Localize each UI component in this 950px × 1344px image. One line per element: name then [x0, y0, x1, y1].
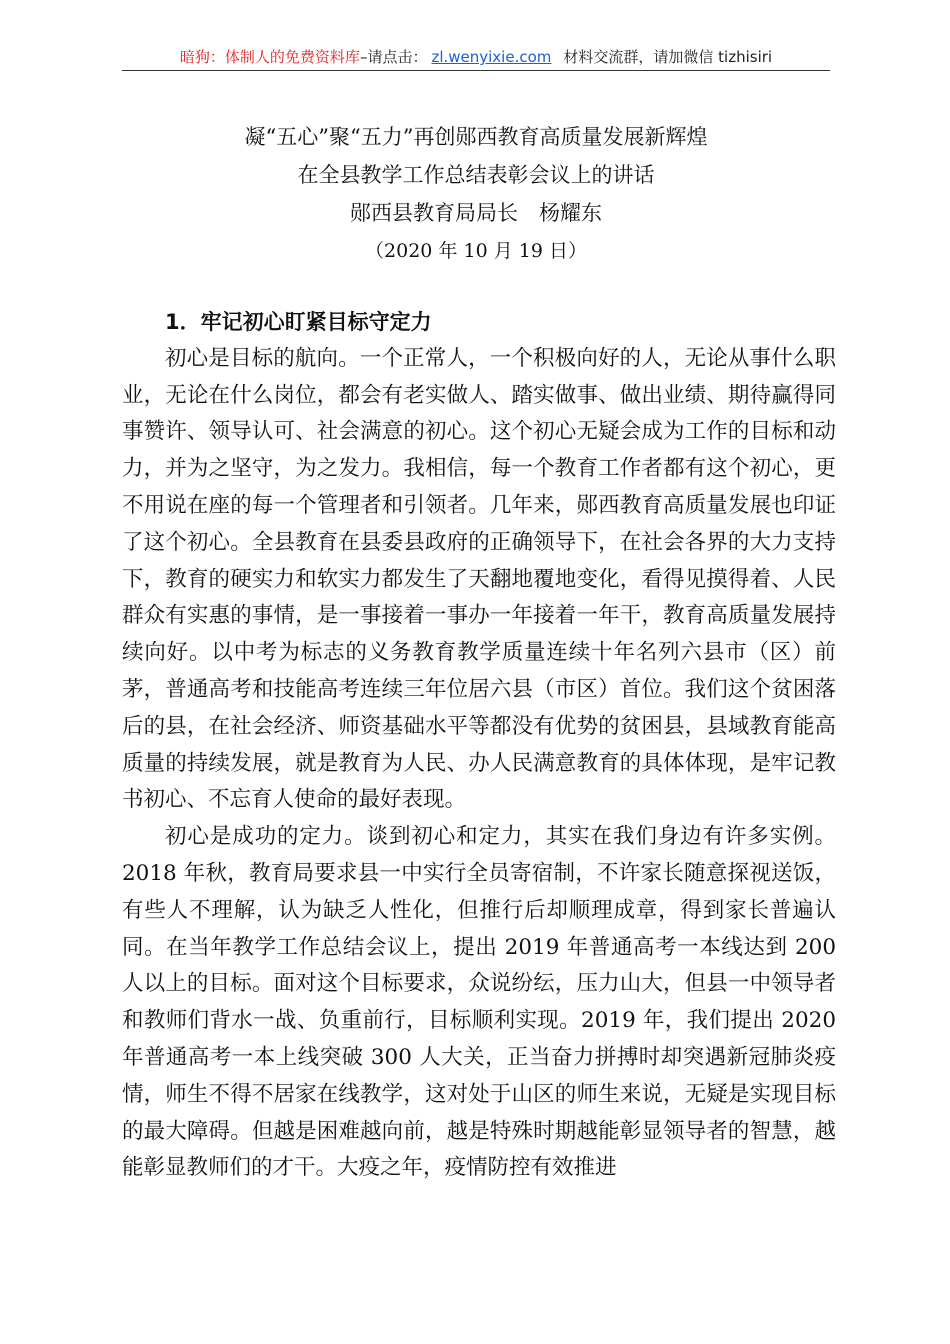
header-link[interactable]: zl.wenyixie.com — [431, 48, 552, 66]
header-brand: 暗狗：体制人的免费资料库 — [179, 48, 360, 66]
title-block — [120, 118, 832, 270]
header-divider — [122, 70, 830, 71]
body-paragraph: 初心是成功的定力。谈到初心和定力，其实在我们身边有许多实例。2018 年秋，教育局要求县一中实行全员寄宿制，不许家长随意探视送饭，有些人不理解，认为缺乏人性化，但推行后却顺理成章，得到家长普遍认同。在当年教学工作总结会议上，提出 2019 年普通高考一本线达到 200 人以上的目标。面对这个目标要求，众说纷纭，压力山大，但县一中领导者和教师们背水一战、负重前行，目标顺利实现。2019 年，我们提出 2020 年普通高考一本上线突破 300 人大关，正当奋力拼搏时却突遇新冠肺炎疫情，师生不得不居家在线教学，这对处于山区的师生来说，无疑是实现目标的最大障碍。但越是困难越向前，越是特殊时期越能彰显领导者的智慧，越能彰显教师们的才干。大疫之年，疫情防控有效推进 — [122, 824, 836, 1181]
document-author: 郧西县教育局局长 杨耀东 — [350, 201, 602, 225]
body-paragraph: 初心是目标的航向。一个正常人，一个积极向好的人，无论从事什么职业，无论在什么岗位，都会有老实做人、踏实做事、做出业绩、期待赢得同事赞许、领导认可、社会满意的初心。这个初心无疑会成为工作的目标和动力，并为之坚守，为之发力。我相信，每一个教育工作者都有这个初心，更不用说在座的每一个管理者和引领者。几年来，郧西教育高质量发展也印证了这个初心。全县教育在县委县政府的正确领导下，在社会各界的大力支持下，教育的硬实力和软实力都发生了天翻地覆地变化，看得见摸得着、人民群众有实惠的事情，是一事接着一事办一年接着一年干，教育高质量发展持续向好。以中考为标志的义务教育教学质量连续十年名列六县市（区）前茅，普通高考和技能高考连续三年位居六县（市区）首位。我们这个贫困落后的县，在社会经济、师资基础水平等都没有优势的贫困县，县域教育能高质量的持续发展，就是教育为人民、办人民满意教育的具体体现，是牢记教书初心、不忘育人使命的最好表现。 — [122, 345, 836, 813]
document-body — [122, 304, 836, 1187]
page-header — [122, 46, 830, 70]
document-subtitle: 在全县教学工作总结表彰会议上的讲话 — [297, 163, 655, 187]
document-title: 凝“五心”聚“五力”再创郧西教育高质量发展新辉煌 — [244, 125, 708, 149]
header-prompt: –请点击： — [359, 48, 428, 66]
section-heading: 1．牢记初心盯紧目标守定力 — [165, 310, 432, 334]
header-contact: 材料交流群，请加微信 tizhisiri — [563, 48, 773, 66]
document-date: （2020 年 10 月 19 日） — [365, 240, 587, 262]
